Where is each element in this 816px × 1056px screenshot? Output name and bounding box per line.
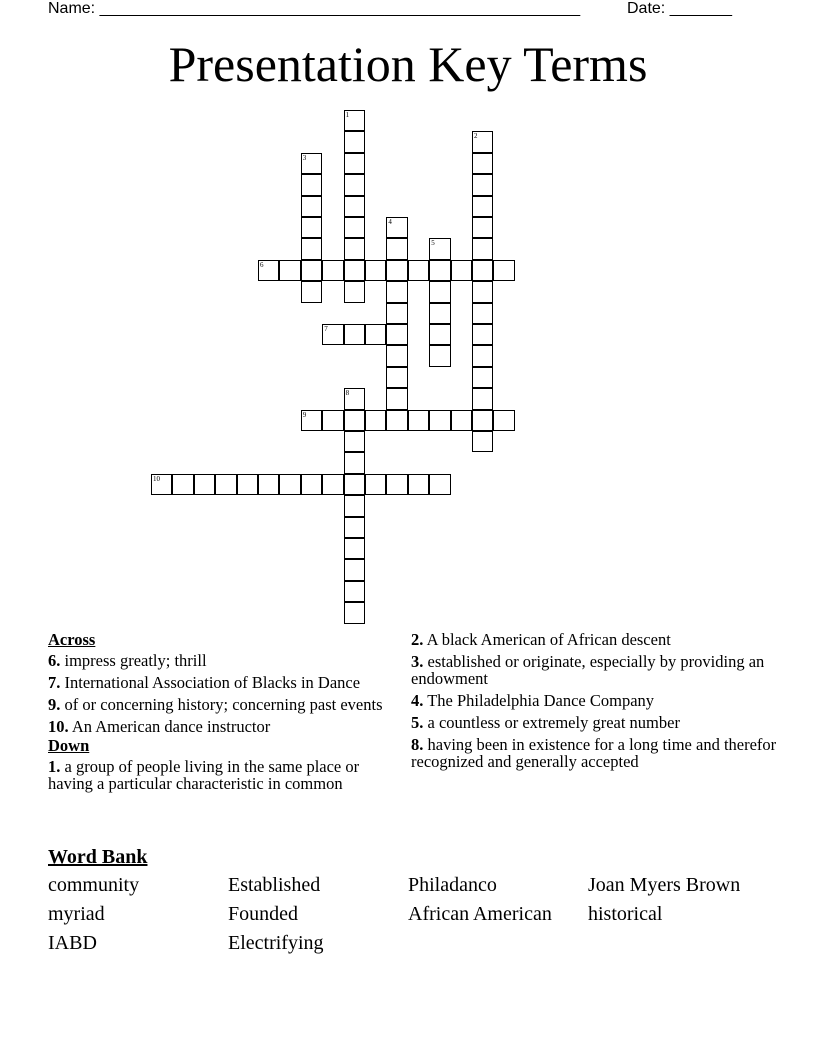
clue-number: 7. bbox=[48, 673, 61, 692]
word-bank-item: Founded bbox=[228, 903, 298, 925]
crossword-cell[interactable] bbox=[451, 260, 472, 281]
clue-text: An American dance instructor bbox=[71, 717, 271, 736]
crossword-cell[interactable] bbox=[472, 238, 493, 259]
cell-number: 5 bbox=[431, 239, 435, 248]
word-bank-title: Word Bank bbox=[48, 846, 148, 868]
crossword-cell[interactable] bbox=[386, 303, 407, 324]
clue-down-4 bbox=[411, 692, 781, 709]
crossword-cell[interactable] bbox=[301, 174, 322, 195]
crossword-cell[interactable] bbox=[258, 260, 279, 281]
crossword-cell[interactable] bbox=[472, 345, 493, 366]
crossword-cell[interactable] bbox=[472, 217, 493, 238]
crossword-cell[interactable] bbox=[151, 474, 172, 495]
clue-across-9 bbox=[48, 696, 408, 713]
crossword-cell[interactable] bbox=[344, 410, 365, 431]
crossword-cell[interactable] bbox=[279, 474, 300, 495]
clue-number: 4. bbox=[411, 691, 424, 710]
crossword-cell[interactable] bbox=[386, 217, 407, 238]
word-bank-item: myriad bbox=[48, 903, 105, 925]
crossword-cell[interactable] bbox=[322, 410, 343, 431]
crossword-cell[interactable] bbox=[301, 281, 322, 302]
crossword-cell[interactable] bbox=[472, 153, 493, 174]
crossword-cell[interactable] bbox=[344, 495, 365, 516]
clues-right-column bbox=[411, 631, 781, 775]
crossword-cell[interactable] bbox=[472, 174, 493, 195]
crossword-cell[interactable] bbox=[215, 474, 236, 495]
crossword-cell[interactable] bbox=[344, 538, 365, 559]
crossword-cell[interactable] bbox=[408, 260, 429, 281]
crossword-cell[interactable] bbox=[365, 324, 386, 345]
crossword-cell[interactable] bbox=[472, 281, 493, 302]
crossword-cell[interactable] bbox=[429, 324, 450, 345]
crossword-cell[interactable] bbox=[408, 410, 429, 431]
clue-text: The Philadelphia Dance Company bbox=[427, 691, 655, 710]
crossword-cell[interactable] bbox=[301, 260, 322, 281]
crossword-cell[interactable] bbox=[279, 260, 300, 281]
crossword-cell[interactable] bbox=[344, 324, 365, 345]
crossword-cell[interactable] bbox=[429, 345, 450, 366]
cell-number: 3 bbox=[302, 153, 307, 162]
page-title: Presentation Key Terms bbox=[168, 36, 648, 92]
crossword-cell[interactable] bbox=[344, 217, 365, 238]
clue-number: 5. bbox=[411, 713, 424, 732]
word-bank-item: Philadanco bbox=[408, 874, 497, 896]
clue-text: of or concerning history; concerning past events bbox=[64, 695, 383, 714]
cell-number: 8 bbox=[345, 389, 350, 398]
cell-number: 1 bbox=[345, 111, 350, 119]
crossword-cell[interactable] bbox=[429, 281, 450, 302]
crossword-cell[interactable] bbox=[258, 474, 279, 495]
word-bank-item: Established bbox=[228, 874, 321, 896]
down-heading: Down bbox=[48, 736, 90, 755]
word-bank-item: community bbox=[48, 874, 140, 896]
clue-text: established or originate, especially by providing an endowment bbox=[411, 652, 765, 688]
crossword-cell[interactable] bbox=[451, 410, 472, 431]
crossword-cell[interactable] bbox=[472, 431, 493, 452]
clues-left-column bbox=[48, 629, 408, 797]
cell-number: 6 bbox=[260, 260, 264, 269]
crossword-cell[interactable] bbox=[472, 260, 493, 281]
crossword-cell[interactable] bbox=[344, 388, 365, 409]
crossword-cell[interactable] bbox=[344, 602, 365, 623]
word-bank-item: IABD bbox=[48, 932, 97, 954]
crossword-cell[interactable] bbox=[344, 110, 365, 131]
crossword-cell[interactable] bbox=[386, 474, 407, 495]
clue-text: International Association of Blacks in Dance bbox=[64, 673, 361, 692]
clue-number: 1. bbox=[48, 757, 61, 776]
clue-number: 2. bbox=[411, 630, 424, 649]
crossword-cell[interactable] bbox=[386, 367, 407, 388]
crossword-cell[interactable] bbox=[386, 345, 407, 366]
clue-across-7 bbox=[48, 674, 408, 691]
crossword-cell[interactable] bbox=[301, 410, 322, 431]
crossword-cell[interactable] bbox=[429, 238, 450, 259]
crossword-cell[interactable] bbox=[472, 410, 493, 431]
crossword-cell[interactable] bbox=[322, 260, 343, 281]
clue-across-10 bbox=[48, 718, 408, 735]
crossword-cell[interactable] bbox=[301, 217, 322, 238]
crossword-cell[interactable] bbox=[344, 238, 365, 259]
crossword-cell[interactable] bbox=[344, 474, 365, 495]
clue-number: 6. bbox=[48, 651, 61, 670]
cell-number: 2 bbox=[474, 132, 478, 141]
crossword-cell[interactable] bbox=[472, 367, 493, 388]
clue-number: 10. bbox=[48, 717, 69, 736]
clue-across-6 bbox=[48, 652, 408, 669]
crossword-cell[interactable] bbox=[429, 303, 450, 324]
crossword-cell[interactable] bbox=[493, 260, 514, 281]
clue-number: 9. bbox=[48, 695, 61, 714]
clue-text: a countless or extremely great number bbox=[427, 713, 680, 732]
crossword-cell[interactable] bbox=[429, 474, 450, 495]
name-line[interactable]: Name: ______________________________________________________ bbox=[48, 0, 581, 17]
crossword-cell[interactable] bbox=[301, 153, 322, 174]
crossword-cell[interactable] bbox=[344, 431, 365, 452]
word-bank-item: Electrifying bbox=[228, 932, 324, 954]
cell-number: 9 bbox=[302, 410, 307, 419]
crossword-cell[interactable] bbox=[322, 474, 343, 495]
crossword-cell[interactable] bbox=[472, 388, 493, 409]
cell-number: 4 bbox=[388, 218, 392, 226]
crossword-cell[interactable] bbox=[344, 452, 365, 473]
crossword-cell[interactable] bbox=[344, 581, 365, 602]
crossword-cell[interactable] bbox=[365, 474, 386, 495]
crossword-cell[interactable] bbox=[386, 260, 407, 281]
crossword-cell[interactable] bbox=[344, 174, 365, 195]
crossword-cell[interactable] bbox=[237, 474, 258, 495]
word-bank-item: African American bbox=[408, 903, 552, 925]
clue-text: having been in existence for a long time and therefor recognized and generally accepted bbox=[411, 735, 777, 771]
cell-number: 10 bbox=[153, 474, 160, 483]
crossword-cell[interactable] bbox=[386, 388, 407, 409]
word-bank-item: historical bbox=[588, 903, 663, 925]
crossword-cell[interactable] bbox=[365, 260, 386, 281]
crossword-cell[interactable] bbox=[472, 131, 493, 152]
crossword-cell[interactable] bbox=[386, 324, 407, 345]
across-heading: Across bbox=[48, 630, 96, 649]
crossword-cell[interactable] bbox=[344, 153, 365, 174]
crossword-cell[interactable] bbox=[344, 517, 365, 538]
clue-down-5 bbox=[411, 714, 781, 731]
clue-number: 8. bbox=[411, 735, 424, 754]
crossword-cell[interactable] bbox=[429, 260, 450, 281]
clue-down-8 bbox=[411, 736, 781, 770]
crossword-cell[interactable] bbox=[493, 410, 514, 431]
crossword-cell[interactable] bbox=[344, 559, 365, 580]
crossword-cell[interactable] bbox=[322, 324, 343, 345]
crossword-cell[interactable] bbox=[472, 324, 493, 345]
crossword-cell[interactable] bbox=[408, 474, 429, 495]
crossword-cell[interactable] bbox=[301, 196, 322, 217]
crossword-cell[interactable] bbox=[386, 238, 407, 259]
crossword-cell[interactable] bbox=[194, 474, 215, 495]
crossword-cell[interactable] bbox=[344, 260, 365, 281]
crossword-cell[interactable] bbox=[472, 196, 493, 217]
clue-down-3 bbox=[411, 653, 781, 687]
word-bank bbox=[48, 874, 788, 955]
crossword-cell[interactable] bbox=[386, 410, 407, 431]
crossword-cell[interactable] bbox=[344, 281, 365, 302]
crossword-cell[interactable] bbox=[429, 410, 450, 431]
clue-number: 3. bbox=[411, 652, 424, 671]
crossword-cell[interactable] bbox=[301, 238, 322, 259]
clue-down-1 bbox=[48, 758, 408, 792]
crossword-cell[interactable] bbox=[386, 281, 407, 302]
crossword-cell[interactable] bbox=[344, 131, 365, 152]
crossword-cell[interactable] bbox=[365, 410, 386, 431]
clue-text: A black American of African descent bbox=[426, 630, 671, 649]
crossword-cell[interactable] bbox=[344, 196, 365, 217]
crossword-cell[interactable] bbox=[301, 474, 322, 495]
cell-number: 7 bbox=[324, 325, 328, 333]
clue-text: a group of people living in the same place or having a particular characteristic in common bbox=[48, 757, 360, 793]
date-line[interactable]: Date: _______ bbox=[627, 0, 732, 17]
clue-text: impress greatly; thrill bbox=[64, 651, 207, 670]
crossword-cell[interactable] bbox=[472, 303, 493, 324]
word-bank-item: Joan Myers Brown bbox=[588, 874, 741, 896]
clue-down-2 bbox=[411, 631, 781, 648]
crossword-cell[interactable] bbox=[172, 474, 193, 495]
